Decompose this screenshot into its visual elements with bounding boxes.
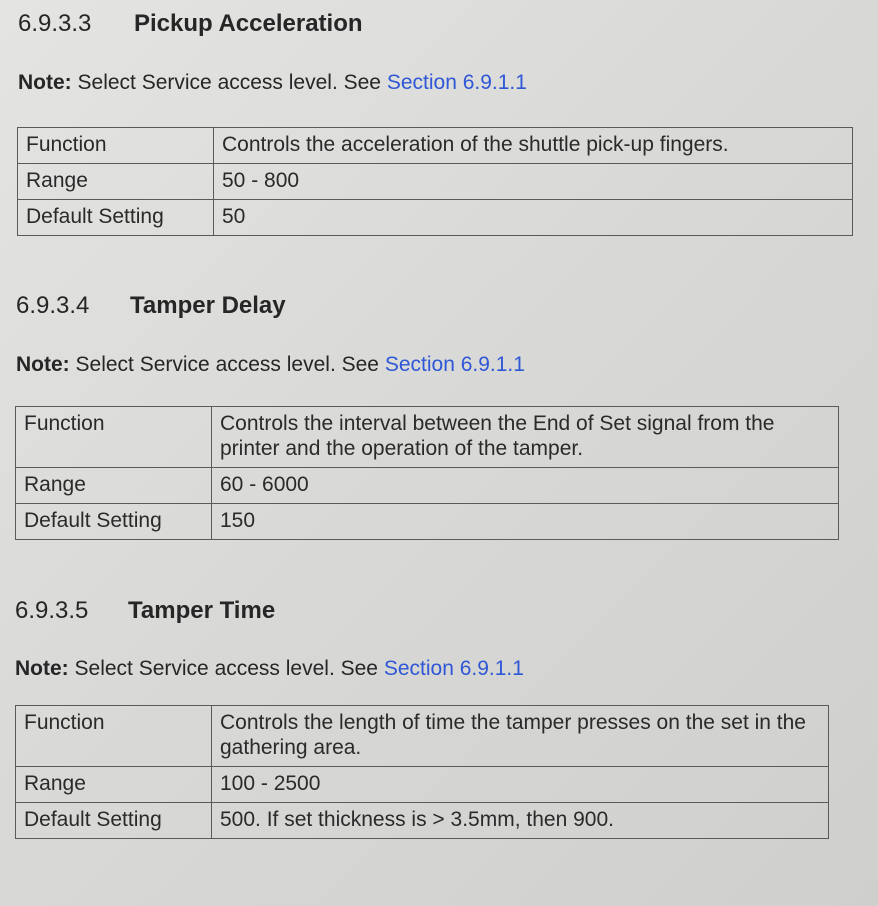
row-key: Function xyxy=(18,128,214,164)
row-key: Default Setting xyxy=(16,504,212,540)
section-heading xyxy=(16,292,286,320)
note xyxy=(15,657,524,681)
section-heading xyxy=(18,10,363,38)
row-value: Controls the acceleration of the shuttle pick-up fingers. xyxy=(214,128,853,164)
row-key: Default Setting xyxy=(18,200,214,236)
section-number: 6.9.3.4 xyxy=(16,292,90,319)
section-heading xyxy=(15,597,275,625)
table-row xyxy=(18,164,853,200)
table-row xyxy=(16,767,829,803)
row-key: Range xyxy=(16,767,212,803)
section-title: Pickup Acceleration xyxy=(134,10,363,37)
section-link[interactable]: Section 6.9.1.1 xyxy=(384,353,525,376)
note-label: Note: xyxy=(15,657,69,680)
section-title: Tamper Time xyxy=(128,597,276,624)
section-link[interactable]: Section 6.9.1.1 xyxy=(386,71,527,94)
note-text: Select Service access level. See xyxy=(77,71,381,94)
note xyxy=(18,71,527,95)
table-row xyxy=(18,128,853,164)
row-key: Function xyxy=(16,706,212,767)
table-row xyxy=(16,803,829,839)
section-title: Tamper Delay xyxy=(130,292,286,319)
section-link[interactable]: Section 6.9.1.1 xyxy=(383,657,524,680)
row-key: Default Setting xyxy=(16,803,212,839)
note xyxy=(16,353,525,377)
row-value: 150 xyxy=(212,504,839,540)
row-key: Function xyxy=(16,407,212,468)
note-label: Note: xyxy=(18,71,72,94)
table-row xyxy=(18,200,853,236)
table-row xyxy=(16,468,839,504)
note-text: Select Service access level. See xyxy=(74,657,378,680)
row-value: Controls the length of time the tamper presses on the set in the gathering area. xyxy=(212,706,829,767)
row-value: 50 xyxy=(214,200,853,236)
settings-table xyxy=(15,406,839,540)
table-row xyxy=(16,407,839,468)
note-text: Select Service access level. See xyxy=(75,353,379,376)
section-number: 6.9.3.3 xyxy=(18,10,92,37)
row-value: Controls the interval between the End of Set signal from the printer and the operation of the tamper. xyxy=(212,407,839,468)
section-number: 6.9.3.5 xyxy=(15,597,89,624)
table-row xyxy=(16,706,829,767)
row-value: 60 - 6000 xyxy=(212,468,839,504)
note-label: Note: xyxy=(16,353,70,376)
row-key: Range xyxy=(16,468,212,504)
settings-table xyxy=(17,127,853,236)
row-key: Range xyxy=(18,164,214,200)
row-value: 500. If set thickness is > 3.5mm, then 900. xyxy=(212,803,829,839)
row-value: 50 - 800 xyxy=(214,164,853,200)
table-row xyxy=(16,504,839,540)
row-value: 100 - 2500 xyxy=(212,767,829,803)
settings-table xyxy=(15,705,829,839)
